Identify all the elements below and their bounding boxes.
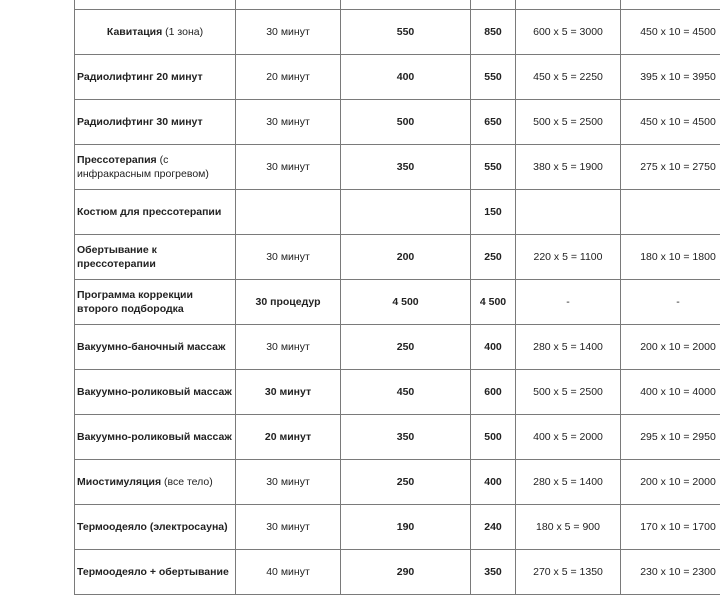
cell-duration <box>236 100 341 145</box>
cell-course-10 <box>621 280 720 325</box>
service-name: Программа коррекции второго подбородка <box>77 289 193 315</box>
cell-price-alt <box>471 0 516 10</box>
table-row <box>75 100 720 145</box>
cell-price-single <box>341 10 471 55</box>
cell-price-single <box>341 145 471 190</box>
price-single: 400 <box>397 71 415 83</box>
cell-course-5 <box>516 325 621 370</box>
cell-course-5 <box>516 550 621 595</box>
price-alt: 150 <box>484 206 502 218</box>
course-5-text: 450 х 5 = 2250 <box>533 71 603 83</box>
duration-text: 30 минут <box>266 26 310 38</box>
cell-duration <box>236 280 341 325</box>
cell-course-10 <box>621 415 720 460</box>
table-row <box>75 280 720 325</box>
cell-price-single <box>341 415 471 460</box>
duration-text: 30 минут <box>266 521 310 533</box>
cell-course-10 <box>621 55 720 100</box>
price-single: 550 <box>397 26 415 38</box>
cell-course-5 <box>516 415 621 460</box>
cell-name <box>75 460 236 505</box>
cell-course-10 <box>621 370 720 415</box>
cell-price-alt <box>471 415 516 460</box>
price-alt: 250 <box>484 251 502 263</box>
cell-name <box>75 55 236 100</box>
course-10-text: 200 х 10 = 2000 <box>640 341 716 353</box>
course-10-text: - <box>676 296 680 308</box>
cell-duration <box>236 460 341 505</box>
cell-duration <box>236 370 341 415</box>
price-single: 290 <box>397 566 415 578</box>
price-single: 450 <box>397 386 415 398</box>
service-name: Кавитация <box>107 26 162 38</box>
cell-price-single <box>341 460 471 505</box>
duration-text: 20 минут <box>266 71 310 83</box>
cell-price-alt <box>471 100 516 145</box>
course-5-text: 500 х 5 = 2500 <box>533 116 603 128</box>
service-name: Костюм для прессотерапии <box>77 206 221 218</box>
table-row <box>75 235 720 280</box>
course-10-text: 180 х 10 = 1800 <box>640 251 716 263</box>
table-row <box>75 415 720 460</box>
service-name: Миостимуляция <box>77 476 161 488</box>
course-5-text: - <box>566 296 570 308</box>
cell-price-single <box>341 550 471 595</box>
cell-price-single <box>341 325 471 370</box>
cell-name <box>75 370 236 415</box>
cell-course-10 <box>621 10 720 55</box>
cell-course-5 <box>516 0 621 10</box>
course-10-text: 230 х 10 = 2300 <box>640 566 716 578</box>
course-5-text: 180 х 5 = 900 <box>536 521 600 533</box>
course-10-text: 450 х 10 = 4500 <box>640 26 716 38</box>
cell-course-10 <box>621 145 720 190</box>
course-5-text: 280 х 5 = 1400 <box>533 476 603 488</box>
cell-duration <box>236 550 341 595</box>
duration-text: 30 минут <box>266 161 310 173</box>
duration-text: 40 минут <box>266 566 310 578</box>
course-5-text: 380 х 5 = 1900 <box>533 161 603 173</box>
price-single: 190 <box>397 521 415 533</box>
price-alt: 550 <box>484 161 502 173</box>
cell-price-single <box>341 505 471 550</box>
price-single: 500 <box>397 116 415 128</box>
cell-course-10 <box>621 235 720 280</box>
course-10-text: 395 х 10 = 3950 <box>640 71 716 83</box>
price-alt: 600 <box>484 386 502 398</box>
cell-course-5 <box>516 100 621 145</box>
price-table <box>74 0 720 595</box>
price-single: 250 <box>397 476 415 488</box>
cell-course-10 <box>621 505 720 550</box>
cell-price-single <box>341 370 471 415</box>
cell-name <box>75 325 236 370</box>
table-row <box>75 505 720 550</box>
cell-price-single <box>341 235 471 280</box>
table-row <box>75 10 720 55</box>
service-name: Вакуумно-баночный массаж <box>77 341 225 353</box>
price-table-body <box>75 0 720 595</box>
duration-text: 30 минут <box>266 476 310 488</box>
cell-name <box>75 100 236 145</box>
service-name: Обертывание к прессотерапии <box>77 244 157 270</box>
cell-price-alt <box>471 190 516 235</box>
table-row <box>75 190 720 235</box>
service-name: Вакуумно-роликовый массаж <box>77 431 232 443</box>
cell-course-5 <box>516 55 621 100</box>
service-name: Прессотерапия <box>77 154 157 166</box>
cell-name <box>75 0 236 10</box>
cell-name <box>75 415 236 460</box>
service-note: (все тело) <box>161 476 213 488</box>
course-10-text: 400 х 10 = 4000 <box>640 386 716 398</box>
cell-course-5 <box>516 10 621 55</box>
table-row <box>75 550 720 595</box>
cell-price-alt <box>471 460 516 505</box>
cell-name <box>75 190 236 235</box>
duration-text: 30 минут <box>266 116 310 128</box>
cell-duration <box>236 55 341 100</box>
course-10-text: 200 х 10 = 2000 <box>640 476 716 488</box>
duration-text: 30 минут <box>265 386 311 398</box>
cell-price-single <box>341 0 471 10</box>
price-alt: 240 <box>484 521 502 533</box>
course-5-text: 270 х 5 = 1350 <box>533 566 603 578</box>
cell-duration <box>236 0 341 10</box>
course-10-text: 275 х 10 = 2750 <box>640 161 716 173</box>
price-single: 350 <box>397 431 415 443</box>
duration-text: 30 процедур <box>256 296 321 308</box>
cell-price-alt <box>471 370 516 415</box>
price-single: 350 <box>397 161 415 173</box>
course-10-text: 170 х 10 = 1700 <box>640 521 716 533</box>
duration-text: 30 минут <box>266 341 310 353</box>
cell-duration <box>236 145 341 190</box>
cell-course-10 <box>621 325 720 370</box>
cell-name <box>75 505 236 550</box>
course-10-text: 450 х 10 = 4500 <box>640 116 716 128</box>
cell-course-5 <box>516 235 621 280</box>
price-alt: 400 <box>484 476 502 488</box>
course-5-text: 400 х 5 = 2000 <box>533 431 603 443</box>
table-row <box>75 55 720 100</box>
cell-price-alt <box>471 550 516 595</box>
cell-name <box>75 235 236 280</box>
cell-course-10 <box>621 460 720 505</box>
cell-price-alt <box>471 235 516 280</box>
cell-duration <box>236 415 341 460</box>
cell-duration <box>236 190 341 235</box>
cell-price-alt <box>471 145 516 190</box>
price-alt: 350 <box>484 566 502 578</box>
price-single: 4 500 <box>392 296 418 308</box>
course-5-text: 220 х 5 = 1100 <box>534 251 603 263</box>
cell-price-alt <box>471 325 516 370</box>
price-alt: 500 <box>484 431 502 443</box>
price-single: 250 <box>397 341 415 353</box>
price-alt: 650 <box>484 116 502 128</box>
cell-course-10 <box>621 190 720 235</box>
cell-course-5 <box>516 370 621 415</box>
cell-price-alt <box>471 55 516 100</box>
cell-course-10 <box>621 100 720 145</box>
service-name: Радиолифтинг 20 минут <box>77 71 203 83</box>
cell-course-5 <box>516 190 621 235</box>
course-5-text: 500 х 5 = 2500 <box>533 386 603 398</box>
price-alt: 550 <box>484 71 502 83</box>
cell-name <box>75 280 236 325</box>
price-alt: 400 <box>484 341 502 353</box>
course-5-text: 600 х 5 = 3000 <box>533 26 603 38</box>
service-note: (1 зона) <box>162 26 203 38</box>
cell-course-5 <box>516 505 621 550</box>
service-name: Термоодеяло (электросауна) <box>77 521 228 533</box>
table-row <box>75 145 720 190</box>
service-name: Радиолифтинг 30 минут <box>77 116 203 128</box>
cell-price-single <box>341 100 471 145</box>
cell-duration <box>236 10 341 55</box>
course-5-text: 280 х 5 = 1400 <box>533 341 603 353</box>
duration-text: 30 минут <box>266 251 310 263</box>
cell-duration <box>236 235 341 280</box>
table-row <box>75 370 720 415</box>
cell-price-single <box>341 190 471 235</box>
service-name: Вакуумно-роликовый массаж <box>77 386 232 398</box>
price-single: 200 <box>397 251 415 263</box>
cell-duration <box>236 505 341 550</box>
duration-text: 20 минут <box>265 431 311 443</box>
service-name: Термоодеяло + обертывание <box>77 566 229 578</box>
cell-price-single <box>341 55 471 100</box>
cell-course-5 <box>516 460 621 505</box>
cell-course-10 <box>621 0 720 10</box>
price-alt: 4 500 <box>480 296 506 308</box>
cell-price-alt <box>471 280 516 325</box>
price-alt: 850 <box>484 26 502 38</box>
cell-price-single <box>341 280 471 325</box>
table-row <box>75 325 720 370</box>
cell-course-10 <box>621 550 720 595</box>
cell-name <box>75 550 236 595</box>
cell-name <box>75 145 236 190</box>
table-row <box>75 460 720 505</box>
cell-course-5 <box>516 280 621 325</box>
cell-duration <box>236 325 341 370</box>
cell-name <box>75 10 236 55</box>
cell-price-alt <box>471 10 516 55</box>
service-note: (с инфракрасным прогревом) <box>77 154 209 180</box>
cell-price-alt <box>471 505 516 550</box>
cell-course-5 <box>516 145 621 190</box>
table-row-partial <box>75 0 720 10</box>
course-10-text: 295 х 10 = 2950 <box>640 431 716 443</box>
